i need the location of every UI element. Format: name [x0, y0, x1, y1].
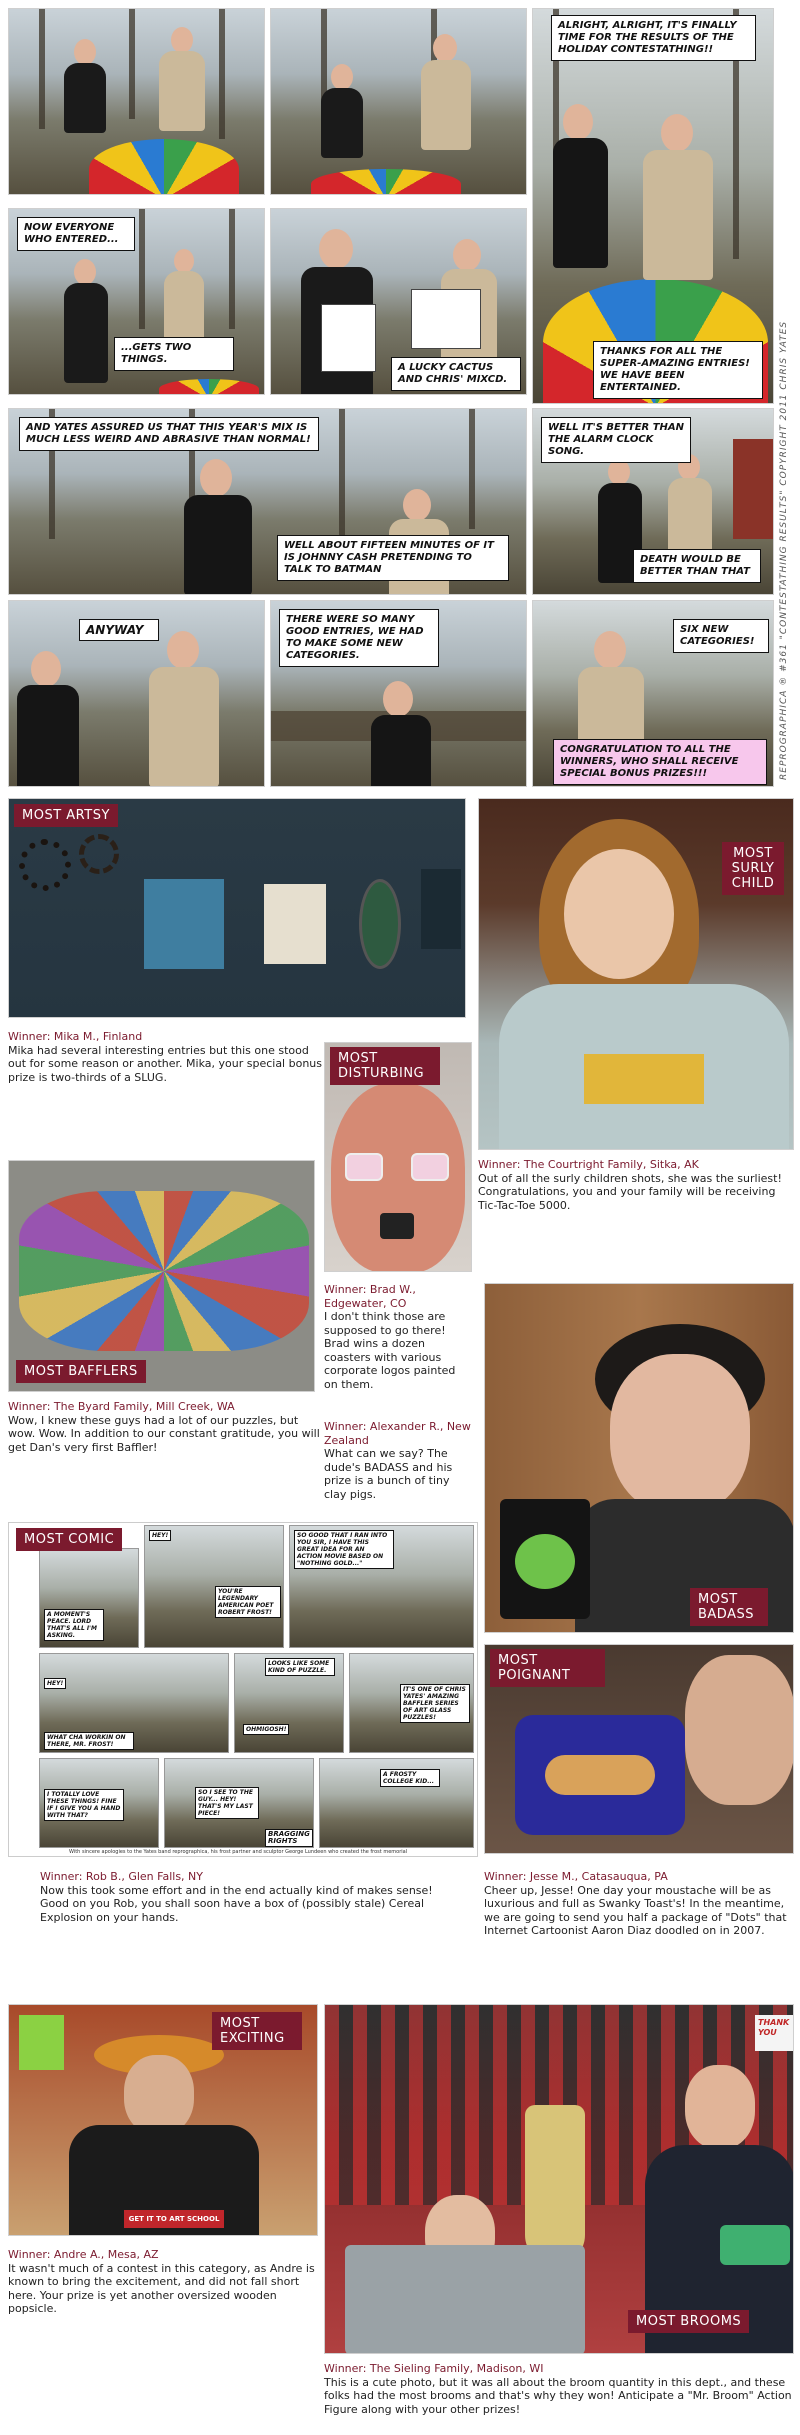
- mini-panel: A FROSTY COLLEGE KID...: [319, 1758, 474, 1848]
- award-description: What can we say? The dude's BADASS and his prize is a bunch of tiny clay pigs.: [324, 1447, 453, 1501]
- mini-credit: With sincere apologies to the Yates band reprographica, his frost partner and sculptor George Lundeen who created the frost memorial: [69, 1849, 408, 1855]
- shirt-print: [584, 1054, 704, 1104]
- mini-panel: SO GOOD THAT I RAN INTO YOU SIR, I HAVE THIS GREAT IDEA FOR AN ACTION MOVIE BASED ON "NOTHING GOLD...": [289, 1525, 474, 1648]
- winner-name: Winner: Jesse M., Catasauqua, PA: [484, 1870, 668, 1883]
- award-description: This is a cute photo, but it was all about the broom quantity in this dept., and these folks had the most brooms and that's why they won! Anticipate a "Mr. Broom" Action Figure along with your other prizes!: [324, 2375, 792, 2416]
- award-caption-poignant: [484, 1870, 794, 1938]
- straw-broom: [525, 2105, 585, 2265]
- comic-panel-9: [532, 408, 774, 595]
- most-bafflers-photo: [8, 1160, 315, 1392]
- speech-bubble: WELL IT'S BETTER THAN THE ALARM CLOCK SONG.: [541, 417, 691, 463]
- man-face: [610, 1354, 750, 1514]
- drawing-art: [264, 884, 326, 964]
- mini-panel: IT'S ONE OF CHRIS YATES' AMAZING BAFFLER SERIES OF ART GLASS PUZZLES!: [349, 1653, 474, 1753]
- winner-name: Winner: The Courtright Family, Sitka, AK: [478, 1158, 699, 1171]
- green-oval-art: [359, 879, 401, 969]
- comic-panel-4: [8, 208, 265, 395]
- push-broom: [345, 2245, 585, 2354]
- winner-name: Winner: Alexander R., New Zealand: [324, 1420, 471, 1447]
- comic-panel-11: [270, 600, 527, 787]
- winner-name: Winner: Mika M., Finland: [8, 1030, 143, 1043]
- award-description: Out of all the surly children shots, she was the surliest! Congratulations, you and your family will be receiving Tic-Tac-Toe 5000.: [478, 1171, 782, 1212]
- award-caption-comic: [40, 1870, 440, 1924]
- award-description: It wasn't much of a contest in this category, as Andre is known to bring the excitement, and did not fall short here. Your prize is yet another oversized wooden popsicle.: [8, 2261, 315, 2315]
- mini-panel: HEY! YOU'RE LEGENDARY AMERICAN POET ROBERT FROST!: [144, 1525, 284, 1648]
- most-badass-photo: [484, 1283, 794, 1633]
- speech-bubble: SIX NEW CATEGORIES!: [673, 619, 769, 653]
- child-face: [564, 849, 674, 979]
- award-label-badass: MOST BADASS: [690, 1588, 768, 1626]
- award-label-surly: MOST SURLY CHILD: [722, 842, 784, 895]
- art-school-sign: GET IT TO ART SCHOOL: [124, 2210, 224, 2228]
- eye-coaster-left: [345, 1153, 383, 1181]
- award-description: Now this took some effort and in the end actually kind of makes sense! Good on you Rob, you shall soon have a box of (possibly stale) Cereal Explosion on your hands.: [40, 1883, 433, 1924]
- cactus-card: [321, 304, 376, 372]
- sun-icon: [19, 839, 71, 891]
- award-description: I don't think those are supposed to go there! Brad wins a dozen coasters with various corporate logos painted on them.: [324, 1310, 456, 1391]
- woman-face: [685, 2065, 755, 2149]
- speech-bubble: NOW EVERYONE WHO ENTERED...: [17, 217, 135, 251]
- speech-bubble: THANKS FOR ALL THE SUPER-AMAZING ENTRIES! WE HAVE BEEN ENTERTAINED.: [593, 341, 763, 399]
- speech-bubble: THERE WERE SO MANY GOOD ENTRIES, WE HAD TO MAKE SOME NEW CATEGORIES.: [279, 609, 439, 667]
- mini-panel: SO I SEE TO THE GUY... HEY! THAT'S MY LAST PIECE! BRAGGING RIGHTS: [164, 1758, 314, 1848]
- award-caption-exciting: [8, 2248, 323, 2316]
- speech-bubble-pink: CONGRATULATION TO ALL THE WINNERS, WHO SHALL RECEIVE SPECIAL BONUS PRIZES!!!: [553, 739, 767, 785]
- speech-bubble: A LUCKY CACTUS AND CHRIS' MIXCD.: [391, 357, 521, 391]
- award-label-disturbing: MOST DISTURBING: [330, 1047, 440, 1085]
- award-label-poignant: MOST POIGNANT: [490, 1649, 605, 1687]
- speech-bubble: ALRIGHT, ALRIGHT, IT'S FINALLY TIME FOR THE RESULTS OF THE HOLIDAY CONTESTATHING!!: [551, 15, 756, 61]
- award-label-exciting: MOST EXCITING: [212, 2012, 302, 2050]
- most-artsy-photo: [8, 798, 466, 1018]
- comic-panel-3: [532, 8, 774, 404]
- speech-bubble: AND YATES ASSURED US THAT THIS YEAR'S MIX IS MUCH LESS WEIRD AND ABRASIVE THAN NORMAL!: [19, 417, 319, 451]
- award-description: Wow, I knew these guys had a lot of our puzzles, but wow. Wow. In addition to our constant gratitude, you will get Dan's very first Baffler!: [8, 1413, 320, 1454]
- man-face: [685, 1655, 794, 1805]
- mini-panel: A MOMENT'S PEACE. LORD THAT'S ALL I'M ASKING.: [39, 1548, 139, 1648]
- most-brooms-photo: [324, 2004, 794, 2354]
- man-face: [124, 2055, 194, 2135]
- eye-coaster-right: [411, 1153, 449, 1181]
- poster-art: [144, 879, 224, 969]
- winner-name: Winner: Andre A., Mesa, AZ: [8, 2248, 159, 2261]
- award-label-brooms: MOST BROOMS: [628, 2310, 749, 2333]
- comic-panel-10: [8, 600, 265, 787]
- winner-name: Winner: The Byard Family, Mill Creek, WA: [8, 1400, 235, 1413]
- gear-art: [79, 834, 119, 874]
- speech-bubble: ...GETS TWO THINGS.: [114, 337, 234, 371]
- green-robot-toy: [19, 2015, 64, 2070]
- puzzle-pile: [19, 1191, 309, 1351]
- award-caption-disturbing: [324, 1283, 472, 1391]
- thank-you-sign: THANK YOU: [755, 2015, 794, 2051]
- winner-name: Winner: Rob B., Glen Falls, NY: [40, 1870, 203, 1883]
- winner-name: Winner: The Sieling Family, Madison, WI: [324, 2362, 544, 2375]
- most-comic-photo: [8, 1522, 478, 1857]
- award-caption-surly: [478, 1158, 794, 1212]
- award-label-comic: MOST COMIC: [16, 1528, 122, 1551]
- speech-bubble: WELL ABOUT FIFTEEN MINUTES OF IT IS JOHNNY CASH PRETENDING TO TALK TO BATMAN: [277, 535, 509, 581]
- award-caption-bafflers: [8, 1400, 323, 1454]
- mini-panel: I TOTALLY LOVE THESE THINGS! FINE IF I GIVE YOU A HAND WITH THAT?: [39, 1758, 159, 1848]
- comic-panel-1: [8, 8, 265, 195]
- speech-bubble: ANYWAY: [79, 619, 159, 641]
- mini-panel: LOOKS LIKE SOME KIND OF PUZZLE. OHMIGOSH!: [234, 1653, 344, 1753]
- award-description: Mika had several interesting entries but this one stood out for some reason or another. Mika, your special bonus prize is two-thirds of a SLUG.: [8, 1043, 322, 1084]
- comic-panel-5: [270, 208, 527, 395]
- speech-bubble: DEATH WOULD BE BETTER THAN THAT: [633, 549, 761, 583]
- comic-panel-7: [8, 408, 527, 595]
- award-description: Cheer up, Jesse! One day your moustache will be as luxurious and full as Swanky Toast's! In the meantime, we are going to send you half a package of "Dots" that Internet Cartoonist Aaron Diaz doodled on in 2007.: [484, 1883, 787, 1937]
- mouth-coaster: [380, 1213, 414, 1239]
- winner-name: Winner: Brad W., Edgewater, CO: [324, 1283, 416, 1310]
- award-caption-badass: [324, 1420, 474, 1501]
- mini-panel: HEY! WHAT CHA WORKIN ON THERE, MR. FROST!: [39, 1653, 229, 1753]
- comic-panel-2: [270, 8, 527, 195]
- award-caption-artsy: [8, 1030, 323, 1084]
- mixcd-card: [411, 289, 481, 349]
- comic-panel-12: [532, 600, 774, 787]
- comic-credit: REPROGRAPHICA ® #361 "CONTESTATHING RESULTS" COPYRIGHT 2011 CHRIS YATES: [779, 320, 789, 780]
- green-brush: [720, 2225, 790, 2265]
- award-caption-brooms: [324, 2362, 794, 2416]
- award-label-artsy: MOST ARTSY: [14, 804, 118, 827]
- award-label-bafflers: MOST BAFFLERS: [16, 1360, 146, 1383]
